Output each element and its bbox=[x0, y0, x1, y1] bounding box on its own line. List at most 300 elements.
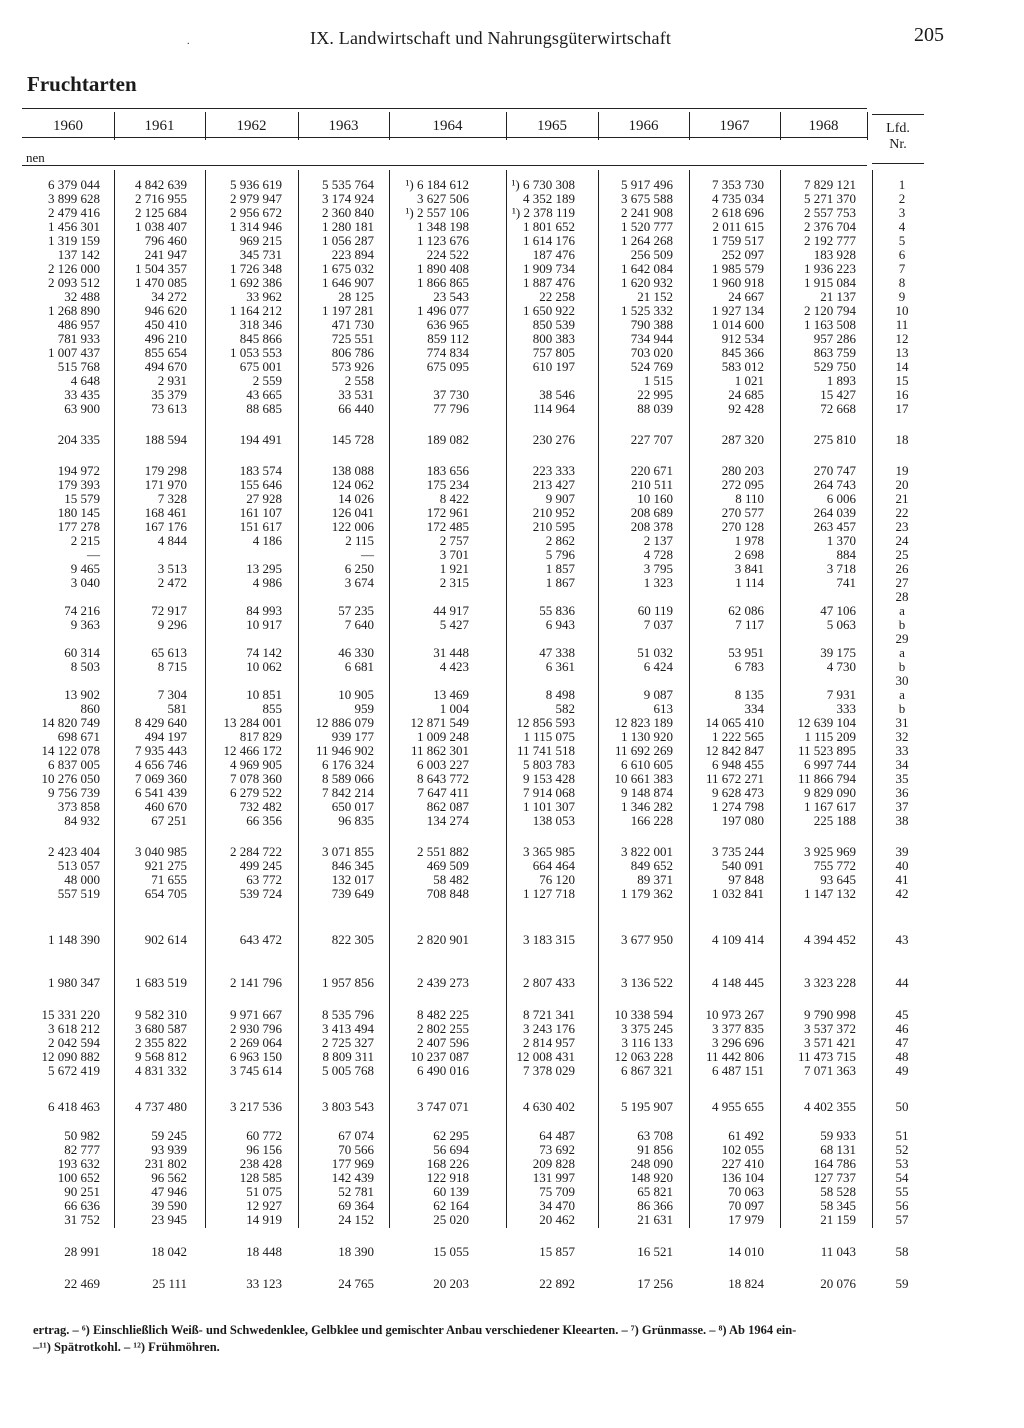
table-cell: 210 511 bbox=[631, 477, 673, 492]
table-row bbox=[22, 1100, 957, 1114]
table-cell: 8 721 341 bbox=[523, 1007, 575, 1022]
table-cell: 1 909 734 bbox=[523, 261, 575, 276]
table-cell: 16 521 bbox=[637, 1244, 673, 1259]
table-cell: 4 737 480 bbox=[135, 1099, 187, 1114]
table-cell: 183 574 bbox=[239, 463, 282, 478]
table-cell: 18 824 bbox=[728, 1276, 764, 1291]
table-cell: 3 365 985 bbox=[523, 844, 575, 859]
table-cell: 4 986 bbox=[252, 575, 282, 590]
table-cell: 859 112 bbox=[427, 331, 469, 346]
table-cell: 9 971 667 bbox=[230, 1007, 282, 1022]
table-cell: 1 114 bbox=[735, 575, 764, 590]
table-cell: 7 640 bbox=[344, 617, 374, 632]
table-cell: 3 822 001 bbox=[621, 844, 673, 859]
table-cell: 8 482 225 bbox=[417, 1007, 469, 1022]
table-cell: 1 032 841 bbox=[712, 886, 764, 901]
table-cell: 345 731 bbox=[239, 247, 282, 262]
table-cell: 2 126 000 bbox=[48, 261, 100, 276]
table-cell: 9 568 812 bbox=[135, 1049, 187, 1064]
table-cell: 5 427 bbox=[439, 617, 469, 632]
table-cell: 131 997 bbox=[532, 1170, 575, 1185]
table-cell: 4 352 189 bbox=[523, 191, 575, 206]
table-cell: 1 520 777 bbox=[621, 219, 673, 234]
table-cell: 47 946 bbox=[151, 1184, 187, 1199]
table-cell: 755 772 bbox=[813, 858, 856, 873]
unit-label: nen bbox=[26, 150, 45, 165]
table-cell: 2 757 bbox=[439, 533, 469, 548]
table-cell: 741 bbox=[836, 575, 856, 590]
table-cell: 31 752 bbox=[64, 1212, 100, 1227]
row-number: 52 bbox=[895, 1142, 909, 1157]
row-number: 30 bbox=[895, 673, 909, 688]
table-cell: 208 378 bbox=[630, 519, 673, 534]
table-cell: 9 153 428 bbox=[523, 771, 575, 786]
table-cell: 10 905 bbox=[338, 687, 374, 702]
table-cell: 732 482 bbox=[239, 799, 282, 814]
table-cell: 151 617 bbox=[239, 519, 282, 534]
row-number: 24 bbox=[895, 533, 909, 548]
table-cell: 845 866 bbox=[239, 331, 282, 346]
table-cell: 1 726 348 bbox=[230, 261, 282, 276]
table-cell: 13 902 bbox=[64, 687, 100, 702]
table-cell: 75 709 bbox=[539, 1184, 575, 1199]
table-cell: 3 571 421 bbox=[804, 1035, 856, 1050]
table-cell: 21 631 bbox=[637, 1212, 673, 1227]
table-cell: 3 040 985 bbox=[135, 844, 187, 859]
table-cell: 60 139 bbox=[433, 1184, 469, 1199]
table-cell: 66 636 bbox=[64, 1198, 100, 1213]
table-cell: 3 618 212 bbox=[48, 1021, 100, 1036]
row-number: 19 bbox=[895, 463, 909, 478]
table-cell: 194 491 bbox=[239, 432, 282, 447]
table-cell: 4 148 445 bbox=[712, 975, 764, 990]
table-cell: 2 093 512 bbox=[48, 275, 100, 290]
table-cell: 12 886 079 bbox=[315, 715, 374, 730]
table-cell: 1 504 357 bbox=[135, 261, 187, 276]
table-cell: 1 314 946 bbox=[230, 219, 282, 234]
table-cell: 939 177 bbox=[331, 729, 374, 744]
table-cell: 12 639 104 bbox=[797, 715, 856, 730]
table-cell: 63 900 bbox=[64, 401, 100, 416]
table-cell: 5 936 619 bbox=[230, 177, 282, 192]
table-cell: 4 969 905 bbox=[230, 757, 282, 772]
table-cell: 8 429 640 bbox=[135, 715, 187, 730]
table-row bbox=[22, 276, 957, 290]
row-number: 35 bbox=[895, 771, 909, 786]
table-cell: 3 040 bbox=[70, 575, 100, 590]
table-cell: 65 821 bbox=[637, 1184, 673, 1199]
table-cell: 2 930 796 bbox=[230, 1021, 282, 1036]
table-cell: 1 890 408 bbox=[417, 261, 469, 276]
table-cell: 96 835 bbox=[338, 813, 374, 828]
table-cell: 2 423 404 bbox=[48, 844, 100, 859]
table-cell: 10 661 383 bbox=[614, 771, 673, 786]
table-cell: 862 087 bbox=[426, 799, 469, 814]
table-cell: 72 917 bbox=[151, 603, 187, 618]
table-cell: 2 407 596 bbox=[417, 1035, 469, 1050]
table-cell: 855 654 bbox=[144, 345, 187, 360]
table-cell: 10 237 087 bbox=[410, 1049, 469, 1064]
table-cell: 1 620 932 bbox=[621, 275, 673, 290]
table-row bbox=[22, 660, 957, 674]
table-row bbox=[22, 873, 957, 887]
table-cell: 179 393 bbox=[57, 477, 100, 492]
table-cell: 122 918 bbox=[426, 1170, 469, 1185]
table-cell: 84 993 bbox=[246, 603, 282, 618]
table-cell: 6 867 321 bbox=[621, 1063, 673, 1078]
table-cell: 3 674 bbox=[344, 575, 374, 590]
table-cell: 172 485 bbox=[426, 519, 469, 534]
table-cell: 1 960 918 bbox=[712, 275, 764, 290]
row-number: 13 bbox=[895, 345, 909, 360]
table-cell: 51 075 bbox=[246, 1184, 282, 1199]
table-row bbox=[22, 388, 957, 402]
table-cell: 127 737 bbox=[813, 1170, 856, 1185]
table-cell: 223 333 bbox=[532, 463, 575, 478]
table-cell: 138 088 bbox=[331, 463, 374, 478]
table-cell: 96 156 bbox=[246, 1142, 282, 1157]
table-cell: 8 715 bbox=[157, 659, 187, 674]
table-cell: 12 871 549 bbox=[410, 715, 469, 730]
table-cell: 2 120 794 bbox=[804, 303, 856, 318]
table-cell: 14 919 bbox=[246, 1212, 282, 1227]
table-cell: 4 842 639 bbox=[135, 177, 187, 192]
table-cell: 96 562 bbox=[151, 1170, 187, 1185]
table-cell: 1 957 856 bbox=[322, 975, 374, 990]
table-cell: 70 097 bbox=[728, 1198, 764, 1213]
table-cell: 12 856 593 bbox=[516, 715, 575, 730]
table-cell: 450 410 bbox=[144, 317, 187, 332]
table-cell: 270 747 bbox=[813, 463, 856, 478]
table-cell: 822 305 bbox=[331, 932, 374, 947]
table-row bbox=[22, 1185, 957, 1199]
table-cell: 654 705 bbox=[144, 886, 187, 901]
row-number: b bbox=[898, 701, 906, 716]
table-cell: 1 056 287 bbox=[322, 233, 374, 248]
table-cell: 8 809 311 bbox=[322, 1049, 374, 1064]
table-cell: 513 057 bbox=[57, 858, 100, 873]
table-cell: 11 741 518 bbox=[516, 743, 575, 758]
row-number: a bbox=[899, 645, 905, 660]
table-cell: 796 460 bbox=[144, 233, 187, 248]
table-cell: 183 656 bbox=[426, 463, 469, 478]
table-cell: 62 164 bbox=[433, 1198, 469, 1213]
table-cell: 28 125 bbox=[338, 289, 374, 304]
table-row bbox=[22, 716, 957, 730]
table-cell: 6 610 605 bbox=[621, 757, 673, 772]
table-cell: 17 256 bbox=[637, 1276, 673, 1291]
table-row bbox=[22, 859, 957, 873]
table-cell: 189 082 bbox=[426, 432, 469, 447]
table-cell: 9 582 310 bbox=[135, 1007, 187, 1022]
table-cell: 3 745 614 bbox=[230, 1063, 282, 1078]
table-cell: 230 276 bbox=[532, 432, 575, 447]
table-cell: 664 464 bbox=[532, 858, 575, 873]
table-cell: 1 985 579 bbox=[712, 261, 764, 276]
row-number: 2 bbox=[898, 191, 906, 206]
table-cell: 12 842 847 bbox=[705, 743, 764, 758]
table-cell: 93 645 bbox=[820, 872, 856, 887]
table-row bbox=[22, 492, 957, 506]
table-cell: 227 707 bbox=[630, 432, 673, 447]
table-cell: 5 535 764 bbox=[322, 177, 374, 192]
table-cell: — bbox=[361, 547, 374, 562]
table-cell: 850 539 bbox=[532, 317, 575, 332]
table-cell: 180 145 bbox=[57, 505, 100, 520]
table-cell: 12 466 172 bbox=[223, 743, 282, 758]
row-number: 43 bbox=[895, 932, 909, 947]
table-cell: 1 319 159 bbox=[48, 233, 100, 248]
table-cell: 10 973 267 bbox=[705, 1007, 764, 1022]
table-cell: 25 111 bbox=[152, 1276, 187, 1291]
table-row bbox=[22, 772, 957, 786]
table-cell: 4 955 655 bbox=[712, 1099, 764, 1114]
table-cell: 3 680 587 bbox=[135, 1021, 187, 1036]
table-cell: 703 020 bbox=[630, 345, 673, 360]
table-cell: 65 613 bbox=[151, 645, 187, 660]
table-cell: 806 786 bbox=[331, 345, 374, 360]
table-cell: 10 276 050 bbox=[41, 771, 100, 786]
row-number: a bbox=[899, 687, 905, 702]
table-cell: 2 011 615 bbox=[712, 219, 764, 234]
table-cell: 183 928 bbox=[813, 247, 856, 262]
table-cell: 10 338 594 bbox=[614, 1007, 673, 1022]
row-number: 17 bbox=[895, 401, 909, 416]
table-cell: 3 627 506 bbox=[417, 191, 469, 206]
table-cell: 57 235 bbox=[338, 603, 374, 618]
table-cell: 6 837 005 bbox=[48, 757, 100, 772]
table-row bbox=[22, 506, 957, 520]
row-number: 11 bbox=[895, 317, 909, 332]
table-cell: 6 783 bbox=[734, 659, 764, 674]
table-cell: 92 428 bbox=[728, 401, 764, 416]
row-number: 54 bbox=[895, 1170, 909, 1185]
row-number: 48 bbox=[895, 1049, 909, 1064]
table-cell: 4 831 332 bbox=[135, 1063, 187, 1078]
table-row bbox=[22, 360, 957, 374]
table-cell: 24 685 bbox=[728, 387, 764, 402]
table-cell: 137 142 bbox=[57, 247, 100, 262]
table-cell: 13 469 bbox=[433, 687, 469, 702]
table-row bbox=[22, 646, 957, 660]
table-cell: 58 345 bbox=[820, 1198, 856, 1213]
row-number: b bbox=[898, 617, 906, 632]
table-cell: 77 796 bbox=[433, 401, 469, 416]
row-number: 50 bbox=[895, 1099, 909, 1114]
table-cell: 213 427 bbox=[532, 477, 575, 492]
table-row bbox=[22, 1277, 957, 1291]
table-cell: 48 000 bbox=[64, 872, 100, 887]
table-row bbox=[22, 933, 957, 947]
table-cell: 5 063 bbox=[826, 617, 856, 632]
table-cell: 270 128 bbox=[721, 519, 764, 534]
table-cell: 194 972 bbox=[57, 463, 100, 478]
table-cell: 63 772 bbox=[246, 872, 282, 887]
table-cell: 38 546 bbox=[539, 387, 575, 402]
table-cell: 610 197 bbox=[532, 359, 575, 374]
table-cell: 100 652 bbox=[57, 1170, 100, 1185]
table-cell: 4 394 452 bbox=[804, 932, 856, 947]
row-number: 45 bbox=[895, 1007, 909, 1022]
table-row bbox=[22, 730, 957, 744]
table-row bbox=[22, 248, 957, 262]
table-cell: 270 577 bbox=[721, 505, 764, 520]
table-cell: 1 927 134 bbox=[712, 303, 764, 318]
table-cell: 2 559 bbox=[252, 373, 282, 388]
table-cell: 61 492 bbox=[728, 1128, 764, 1143]
table-cell: 33 531 bbox=[338, 387, 374, 402]
year-header-1968: 1968 bbox=[780, 112, 868, 140]
table-cell: 7 071 363 bbox=[804, 1063, 856, 1078]
table-cell: 21 137 bbox=[820, 289, 856, 304]
table-row bbox=[22, 702, 957, 716]
table-cell: 698 671 bbox=[57, 729, 100, 744]
table-cell: 84 932 bbox=[64, 813, 100, 828]
table-cell: 3 116 133 bbox=[621, 1035, 673, 1050]
table-cell: 643 472 bbox=[239, 932, 282, 947]
table-cell: 2 862 bbox=[545, 533, 575, 548]
table-cell: 1 857 bbox=[545, 561, 575, 576]
row-number: 56 bbox=[895, 1198, 909, 1213]
table-cell: 1 164 212 bbox=[230, 303, 282, 318]
table-cell: 148 920 bbox=[630, 1170, 673, 1185]
table-cell: 845 366 bbox=[721, 345, 764, 360]
table-cell: 1 370 bbox=[826, 533, 856, 548]
row-number: 23 bbox=[895, 519, 909, 534]
table-cell: 10 851 bbox=[246, 687, 282, 702]
table-cell: 13 284 001 bbox=[223, 715, 282, 730]
table-cell: 14 026 bbox=[338, 491, 374, 506]
table-cell: 11 473 715 bbox=[797, 1049, 856, 1064]
table-row bbox=[22, 976, 957, 990]
row-number: 42 bbox=[895, 886, 909, 901]
table-cell: 2 557 753 bbox=[804, 205, 856, 220]
table-cell: 70 063 bbox=[728, 1184, 764, 1199]
table-cell: 193 632 bbox=[57, 1156, 100, 1171]
table-cell: 68 131 bbox=[820, 1142, 856, 1157]
table-row bbox=[22, 845, 957, 859]
table-cell: 15 055 bbox=[433, 1244, 469, 1259]
table-cell: 24 667 bbox=[728, 289, 764, 304]
table-cell: 1 980 347 bbox=[48, 975, 100, 990]
table-cell: 9 465 bbox=[70, 561, 100, 576]
table-cell: 287 320 bbox=[721, 432, 764, 447]
table-cell: 1 274 798 bbox=[712, 799, 764, 814]
table-cell: 60 119 bbox=[637, 603, 673, 618]
row-number: 21 bbox=[895, 491, 909, 506]
table-cell: 2 269 064 bbox=[230, 1035, 282, 1050]
table-cell: 921 275 bbox=[144, 858, 187, 873]
table-cell: ¹) 6 730 308 bbox=[511, 177, 575, 192]
table-cell: 460 670 bbox=[144, 799, 187, 814]
table-cell: 238 428 bbox=[239, 1156, 282, 1171]
table-row bbox=[22, 632, 957, 646]
row-number: 34 bbox=[895, 757, 909, 772]
row-number: a bbox=[899, 603, 905, 618]
table-cell: 1 867 bbox=[545, 575, 575, 590]
table-cell: 20 203 bbox=[433, 1276, 469, 1291]
page-header-title: IX. Landwirtschaft und Nahrungsgüterwirtschaft bbox=[310, 28, 672, 48]
table-row bbox=[22, 433, 957, 447]
row-number: 47 bbox=[895, 1035, 909, 1050]
table-cell: 3 677 950 bbox=[621, 932, 673, 947]
table-row bbox=[22, 548, 957, 562]
table-cell: 2 315 bbox=[439, 575, 469, 590]
table-cell: 1 115 209 bbox=[804, 729, 856, 744]
table-row bbox=[22, 604, 957, 618]
table-cell: 82 777 bbox=[64, 1142, 100, 1157]
table-row bbox=[22, 464, 957, 478]
table-cell: 23 543 bbox=[433, 289, 469, 304]
table-cell: 14 820 749 bbox=[41, 715, 100, 730]
table-cell: 4 735 034 bbox=[712, 191, 764, 206]
table-cell: 7 842 214 bbox=[322, 785, 374, 800]
table-row bbox=[22, 1064, 957, 1078]
table-cell: 14 065 410 bbox=[705, 715, 764, 730]
table-cell: 4 109 414 bbox=[712, 932, 764, 947]
row-number: 55 bbox=[895, 1184, 909, 1199]
table-cell: 539 724 bbox=[239, 886, 282, 901]
table-cell: 6 681 bbox=[344, 659, 374, 674]
table-cell: 3 243 176 bbox=[523, 1021, 575, 1036]
table-cell: 31 448 bbox=[433, 645, 469, 660]
table-row bbox=[22, 1171, 957, 1185]
table-cell: 263 457 bbox=[813, 519, 856, 534]
table-cell: 1 348 198 bbox=[417, 219, 469, 234]
table-cell: 52 781 bbox=[338, 1184, 374, 1199]
table-cell: 1 014 600 bbox=[712, 317, 764, 332]
table-cell: 1 978 bbox=[734, 533, 764, 548]
table-row bbox=[22, 1199, 957, 1213]
table-cell: 2 376 704 bbox=[804, 219, 856, 234]
row-number: 32 bbox=[895, 729, 909, 744]
table-cell: 24 152 bbox=[338, 1212, 374, 1227]
table-cell: ¹) 6 184 612 bbox=[405, 177, 469, 192]
table-cell: 59 245 bbox=[151, 1128, 187, 1143]
table-cell: 524 769 bbox=[630, 359, 673, 374]
table-cell: 231 802 bbox=[144, 1156, 187, 1171]
footnote-line-2: –¹¹) Spätrotkohl. – ¹²) Frühmöhren. bbox=[33, 1340, 220, 1354]
row-number: 27 bbox=[895, 575, 909, 590]
table-cell: 142 439 bbox=[331, 1170, 374, 1185]
table-cell: 280 203 bbox=[721, 463, 764, 478]
table-cell: 2 215 bbox=[70, 533, 100, 548]
table-row bbox=[22, 800, 957, 814]
table-cell: 34 272 bbox=[151, 289, 187, 304]
table-cell: 62 295 bbox=[433, 1128, 469, 1143]
table-cell: 2 979 947 bbox=[230, 191, 282, 206]
table-cell: 774 834 bbox=[426, 345, 469, 360]
lfd-nr-header bbox=[872, 114, 924, 164]
table-cell: 1 038 407 bbox=[135, 219, 187, 234]
table-cell: 3 675 588 bbox=[621, 191, 673, 206]
table-cell: 3 136 522 bbox=[621, 975, 673, 990]
table-cell: 13 295 bbox=[246, 561, 282, 576]
table-cell: 846 345 bbox=[331, 858, 374, 873]
table-cell: 7 829 121 bbox=[804, 177, 856, 192]
table-cell: 8 498 bbox=[545, 687, 575, 702]
table-cell: 11 692 269 bbox=[614, 743, 673, 758]
table-cell: ¹) 2 557 106 bbox=[405, 205, 469, 220]
row-number: 12 bbox=[895, 331, 909, 346]
row-number: 58 bbox=[895, 1244, 909, 1259]
table-cell: 12 823 189 bbox=[614, 715, 673, 730]
table-cell: 3 375 245 bbox=[621, 1021, 673, 1036]
table-cell: 47 106 bbox=[820, 603, 856, 618]
table-cell: 675 001 bbox=[239, 359, 282, 374]
table-cell: 15 427 bbox=[820, 387, 856, 402]
table-cell: 1 675 032 bbox=[322, 261, 374, 276]
